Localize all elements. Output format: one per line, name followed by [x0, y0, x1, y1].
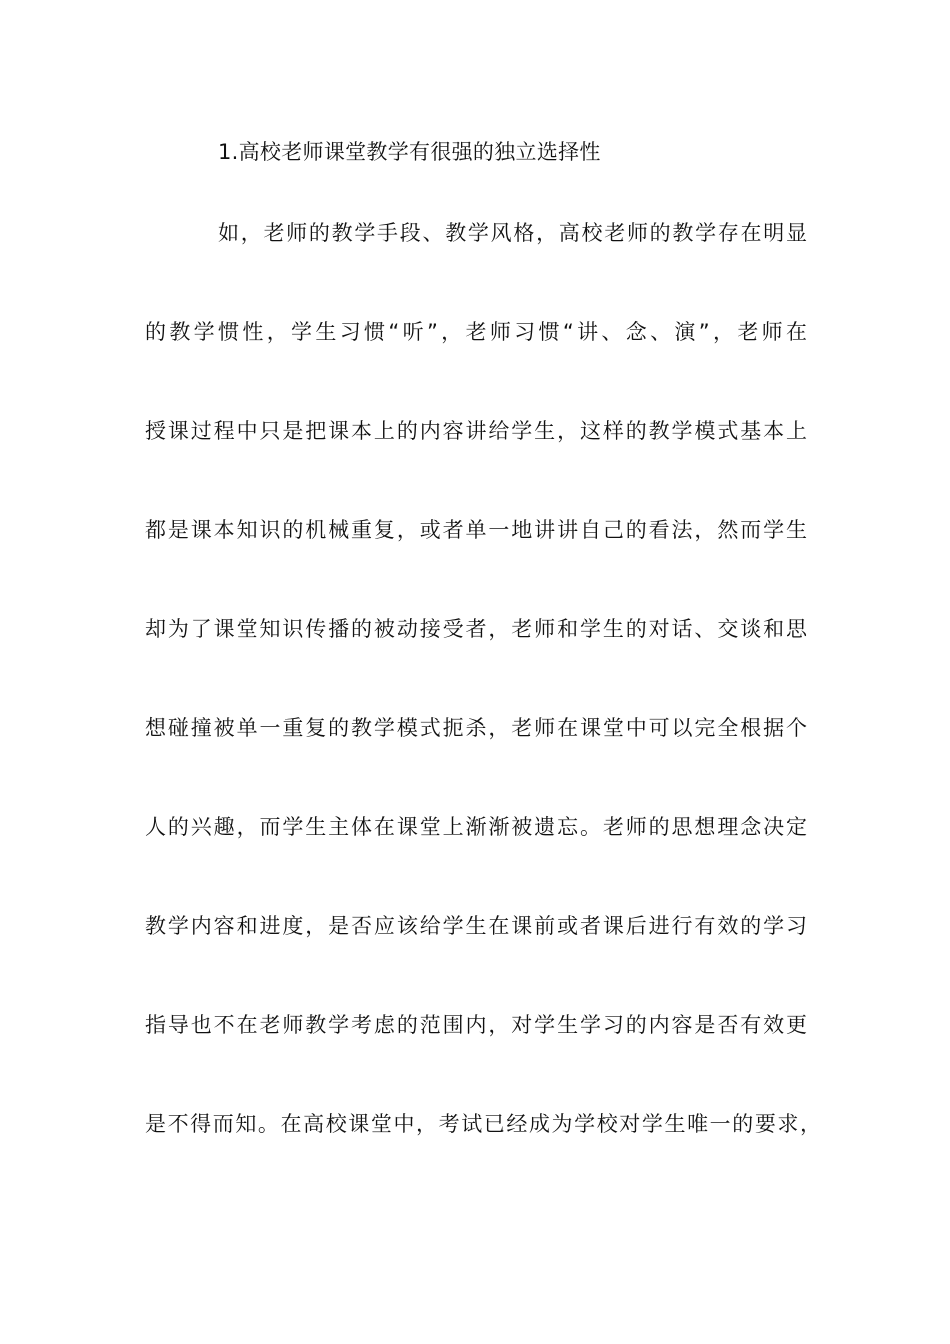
paragraph-line: 指导也不在老师教学考虑的范围内，对学生学习的内容是否有效更 [145, 1013, 807, 1037]
paragraph-line: 是不得而知。在高校课堂中，考试已经成为学校对学生唯一的要求， [145, 1112, 821, 1136]
paragraph-line: 授课过程中只是把课本上的内容讲给学生，这样的教学模式基本上 [145, 419, 807, 443]
paragraph-line: 都是课本知识的机械重复，或者单一地讲讲自己的看法，然而学生 [145, 518, 807, 542]
section-heading: 1.高校老师课堂教学有很强的独立选择性 [218, 140, 601, 164]
paragraph-line: 如，老师的教学手段、教学风格，高校老师的教学存在明显 [218, 221, 807, 245]
paragraph-line: 却为了课堂知识传播的被动接受者，老师和学生的对话、交谈和思 [145, 617, 807, 641]
paragraph-line: 教学内容和进度，是否应该给学生在课前或者课后进行有效的学习 [145, 914, 807, 938]
paragraph-line: 人的兴趣，而学生主体在课堂上渐渐被遗忘。老师的思想理念决定 [145, 815, 807, 839]
paragraph-line: 的教学惯性，学生习惯“听”，老师习惯“讲、念、演”，老师在 [145, 320, 807, 344]
paragraph-line: 想碰撞被单一重复的教学模式扼杀，老师在课堂中可以完全根据个 [145, 716, 807, 740]
